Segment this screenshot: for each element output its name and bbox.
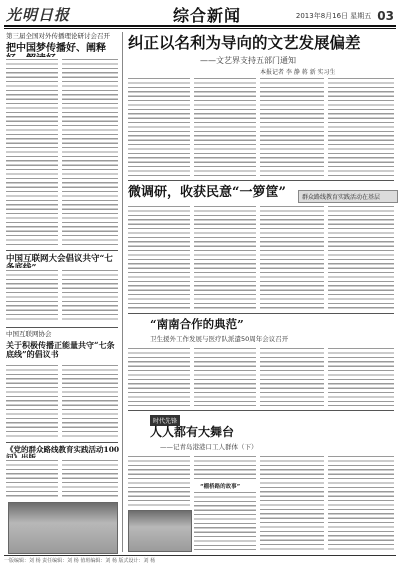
article-1-body-col2 xyxy=(62,57,118,247)
page-footer: 一版编辑：刘 杨 责任编辑：刘 杨 值班编辑：刘 杨 版式设计：刘 杨 xyxy=(4,555,396,564)
people-title: 人人都有大舞台 xyxy=(150,425,235,439)
nanhe-body-col2 xyxy=(194,346,256,406)
micro-body-col2 xyxy=(194,204,256,309)
article-4-body-col2 xyxy=(62,458,118,498)
nanhe-subtitle: 卫生援外工作发展与医疗队派遣50周年会议召开 xyxy=(150,335,289,343)
micro-body-col1 xyxy=(128,204,190,309)
article-1-body xyxy=(6,57,58,247)
lead-body-col3 xyxy=(260,76,324,176)
masthead: 光明日报 xyxy=(6,6,71,24)
inset-title: “棚桥路的故事” xyxy=(200,484,241,490)
nanhe-body-col1 xyxy=(128,346,190,406)
header-rule-thin xyxy=(4,28,396,29)
nanhe-body-col4 xyxy=(328,346,394,406)
lead-title: 纠正以名利为导向的文艺发展偏差 xyxy=(128,33,361,52)
micro-title: 微调研，收获民意“一箩筐” xyxy=(128,185,286,200)
people-body-col2 xyxy=(194,454,256,482)
campaign-banner: 群众路线教育实践活动在基层 xyxy=(298,190,398,203)
article-3-title: 关于积极传播正能量共守“七条底线”的倡议书 xyxy=(6,340,115,359)
article-2-body-col2 xyxy=(62,268,118,323)
divider xyxy=(6,442,118,443)
issue-date: 2013年8月16日 星期五 xyxy=(295,12,372,20)
micro-body-col3 xyxy=(260,204,324,309)
news-photo xyxy=(8,502,118,554)
nanhe-body-col3 xyxy=(260,346,324,406)
people-body-col1 xyxy=(128,454,190,506)
divider xyxy=(6,250,118,251)
people-body-col2b xyxy=(194,490,256,550)
section-tag: 时代先锋 xyxy=(150,415,180,426)
article-1-title: 把中国梦传播好、阐释 xyxy=(6,43,106,54)
article-2-body xyxy=(6,268,58,323)
nanhe-title: “南南合作的典范” xyxy=(150,317,244,331)
article-4-body xyxy=(6,458,58,498)
divider xyxy=(128,180,394,181)
section-title: 综合新闻 xyxy=(173,6,242,25)
article-3-kicker: 中国互联网协会 xyxy=(6,330,52,338)
lead-byline: 本报记者 李 静 蒋 新 实习生 xyxy=(260,69,336,76)
lead-body-col4 xyxy=(328,76,394,176)
people-subtitle: ——记青岛港港口工人群体（下） xyxy=(160,443,258,451)
lead-body-col2 xyxy=(194,76,256,176)
divider xyxy=(128,313,394,314)
people-body-col4 xyxy=(328,454,394,550)
lead-subtitle: ——文艺界支持五部门通知 xyxy=(200,56,296,65)
article-1-kicker: 第三届全国对外传播理论研讨会召开 xyxy=(6,32,110,40)
people-photo xyxy=(128,510,192,552)
divider xyxy=(6,327,118,328)
header-rule xyxy=(4,25,396,27)
article-3-body xyxy=(6,363,58,438)
people-body-col3 xyxy=(260,454,324,550)
article-2-title: 中国互联网大会倡议共守“七 xyxy=(6,254,113,264)
article-4-title: 《党的群众路线教育实践活动100 xyxy=(6,445,120,454)
column-divider xyxy=(122,32,123,552)
divider xyxy=(128,410,394,411)
page-number: 03 xyxy=(377,9,394,23)
article-3-body-col2 xyxy=(62,363,118,438)
header-meta xyxy=(296,9,394,23)
micro-body-col4 xyxy=(328,204,394,309)
lead-body-col1 xyxy=(128,76,190,176)
